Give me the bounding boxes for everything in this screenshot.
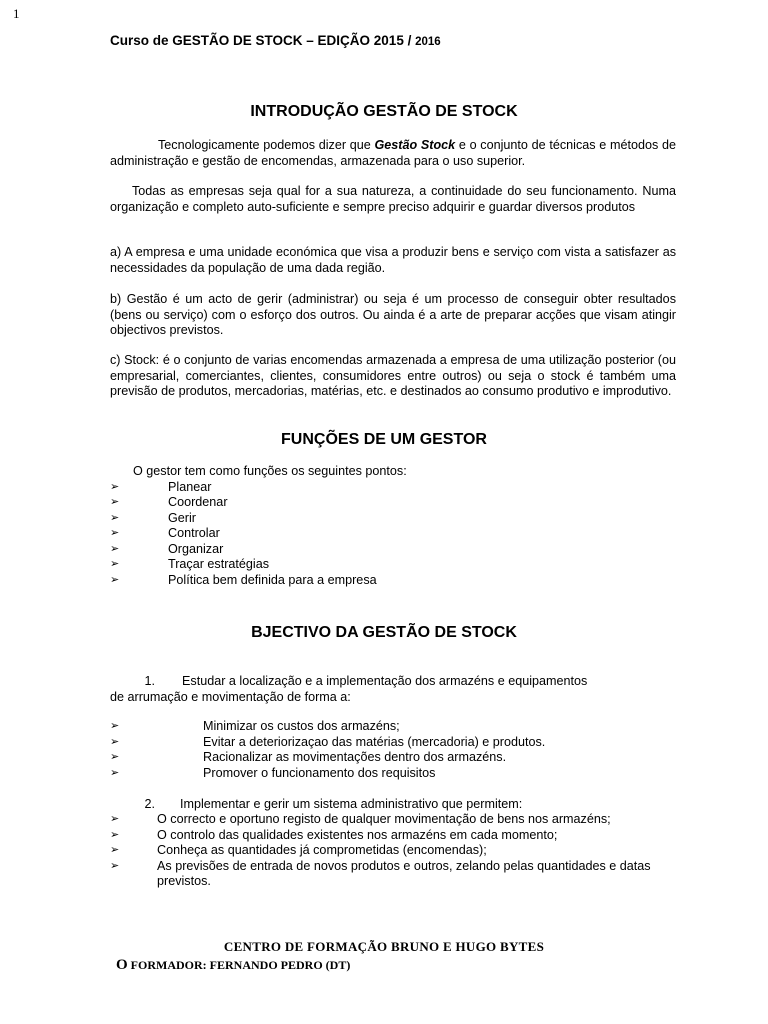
objectivo-list2-item: [110, 843, 680, 859]
objectivo-list2-item: [110, 828, 680, 844]
footer-formador-rest: FORMADOR: FERNANDO PEDRO (DT): [127, 958, 351, 972]
footer-formador: [116, 957, 350, 974]
funcoes-list-item-text: Política bem definida para a empresa: [168, 572, 377, 587]
arrow-bullet-icon: ➢: [110, 859, 120, 872]
objectivo-list-1: [110, 719, 680, 781]
course-header: [110, 33, 441, 48]
objectivo-number-1: 1.: [144, 674, 155, 688]
objectivo-list2-item: [110, 859, 680, 890]
objectivo-text-2: Implementar e gerir um sistema administrativo que permitem:: [180, 797, 523, 811]
objectivo-point-2: [110, 797, 680, 813]
arrow-bullet-icon: ➢: [110, 751, 120, 763]
funcoes-list-item: [110, 557, 680, 573]
funcoes-intro: O gestor tem como funções os seguintes pontos:: [133, 464, 407, 478]
arrow-bullet-icon: ➢: [110, 511, 120, 524]
arrow-bullet-icon: ➢: [110, 828, 120, 841]
funcoes-list-item: [110, 573, 680, 589]
arrow-bullet-icon: ➢: [110, 720, 120, 732]
arrow-bullet-icon: ➢: [110, 542, 120, 555]
funcoes-list-item-text: Gerir: [168, 510, 196, 525]
section-title-intro: INTRODUÇÃO GESTÃO DE STOCK: [250, 103, 518, 120]
funcoes-list-item: [110, 480, 680, 496]
objectivo-list1-item-text: Racionalizar as movimentações dentro dos armazéns.: [203, 750, 507, 764]
course-header-year: 2016: [415, 36, 441, 48]
objectivo-list1-item: [110, 750, 680, 766]
intro-p1-pre: Tecnologicamente podemos dizer que: [158, 138, 375, 152]
objectivo-number-2: 2.: [144, 797, 155, 811]
intro-paragraph-1: [110, 138, 676, 169]
objectivo-list1-item: [110, 719, 680, 735]
objectivo-list2-item: [110, 812, 680, 828]
section-title-funcoes: FUNÇÕES DE UM GESTOR: [281, 431, 487, 448]
objectivo-point-1: [110, 674, 680, 705]
objectivo-text-1: Estudar a localização e a implementação dos armazéns e equipamentos: [182, 674, 588, 688]
footer-centro: CENTRO DE FORMAÇÃO BRUNO E HUGO BYTES: [223, 939, 545, 954]
arrow-bullet-icon: ➢: [110, 527, 120, 539]
arrow-bullet-icon: ➢: [110, 480, 120, 493]
course-header-main: Curso de GESTÃO DE STOCK – EDIÇÃO 2015 /: [110, 33, 412, 48]
objectivo-list2-item-text: Conheça as quantidades já comprometidas (encomendas);: [157, 843, 487, 857]
objectivo-text-1b: de arrumação e movimentação de forma a:: [110, 689, 351, 704]
page-number: 1: [13, 6, 20, 21]
intro-paragraph-2: [110, 184, 676, 215]
funcoes-list-item: [110, 511, 680, 527]
intro-p1-bold: Gestão Stock: [374, 138, 456, 152]
objectivo-list-2: [110, 812, 680, 890]
funcoes-list-item-text: Planear: [168, 479, 212, 494]
funcoes-list-item: [110, 542, 680, 558]
section-title-objectivo: BJECTIVO DA GESTÃO DE STOCK: [251, 624, 517, 641]
objectivo-list1-item: [110, 766, 680, 782]
arrow-bullet-icon: ➢: [110, 573, 120, 586]
arrow-bullet-icon: ➢: [110, 735, 120, 748]
arrow-bullet-icon: ➢: [110, 813, 120, 825]
objectivo-list1-item: [110, 735, 680, 751]
intro-paragraph-a: a) A empresa e uma unidade económica que visa a produzir bens e serviço com vista a satisfazer as necessidades da população de uma dada região.: [110, 245, 676, 275]
funcoes-list-item-text: Traçar estratégias: [168, 557, 270, 571]
arrow-bullet-icon: ➢: [110, 844, 120, 856]
objectivo-list1-item-text: Evitar a deteriorizaçao das matérias (mercadoria) e produtos.: [203, 734, 546, 749]
arrow-bullet-icon: ➢: [110, 496, 120, 508]
objectivo-list2-item-text: O controlo das qualidades existentes nos armazéns em cada momento;: [157, 827, 558, 842]
arrow-bullet-icon: ➢: [110, 558, 120, 570]
objectivo-list1-item-text: Minimizar os custos dos armazéns;: [203, 719, 400, 733]
funcoes-list: [110, 464, 680, 588]
funcoes-list-item-text: Organizar: [168, 541, 224, 556]
objectivo-list1-item-text: Promover o funcionamento dos requisitos: [203, 765, 436, 780]
funcoes-list-item: [110, 495, 680, 511]
intro-paragraph-b: b) Gestão é um acto de gerir (administrar) ou seja é um processo de conseguir obter resultados (bens ou serviço) com o esforço dos outros. Ou ainda é a arte de preparar acções que visam atingir objectivos previstos.: [110, 292, 676, 337]
objectivo-list2-item-text: As previsões de entrada de novos produtos e outros, zelando pelas quantidades e datas previstos.: [157, 858, 651, 888]
funcoes-list-item: [110, 526, 680, 542]
arrow-bullet-icon: ➢: [110, 766, 120, 779]
intro-p1-post: e o conjunto de técnicas e métodos de administração e gestão de encomendas, armazenada para o uso superior.: [110, 138, 676, 168]
footer-formador-cap: O: [116, 957, 128, 973]
intro-p2-text: Todas as empresas seja qual for a sua natureza, a continuidade do seu funcionamento. Numa organização e completo auto-suficiente e sempre preciso adquirir e guardar diversos produtos: [110, 184, 676, 214]
funcoes-list-item-text: Controlar: [168, 526, 220, 540]
objectivo-list2-item-text: O correcto e oportuno registo de qualquer movimentação de bens nos armazéns;: [157, 812, 611, 826]
funcoes-list-item-text: Coordenar: [168, 495, 228, 509]
intro-paragraph-c: c) Stock: é o conjunto de varias encomendas armazenada a empresa de uma utilização posterior (ou empresarial, comerciantes, clientes, consumidores entre outros) ou seja o stock é também uma previsão de produtos, mercadorias, matérias, etc. e destinados ao consumo produtivo e improdutivo.: [110, 353, 676, 398]
